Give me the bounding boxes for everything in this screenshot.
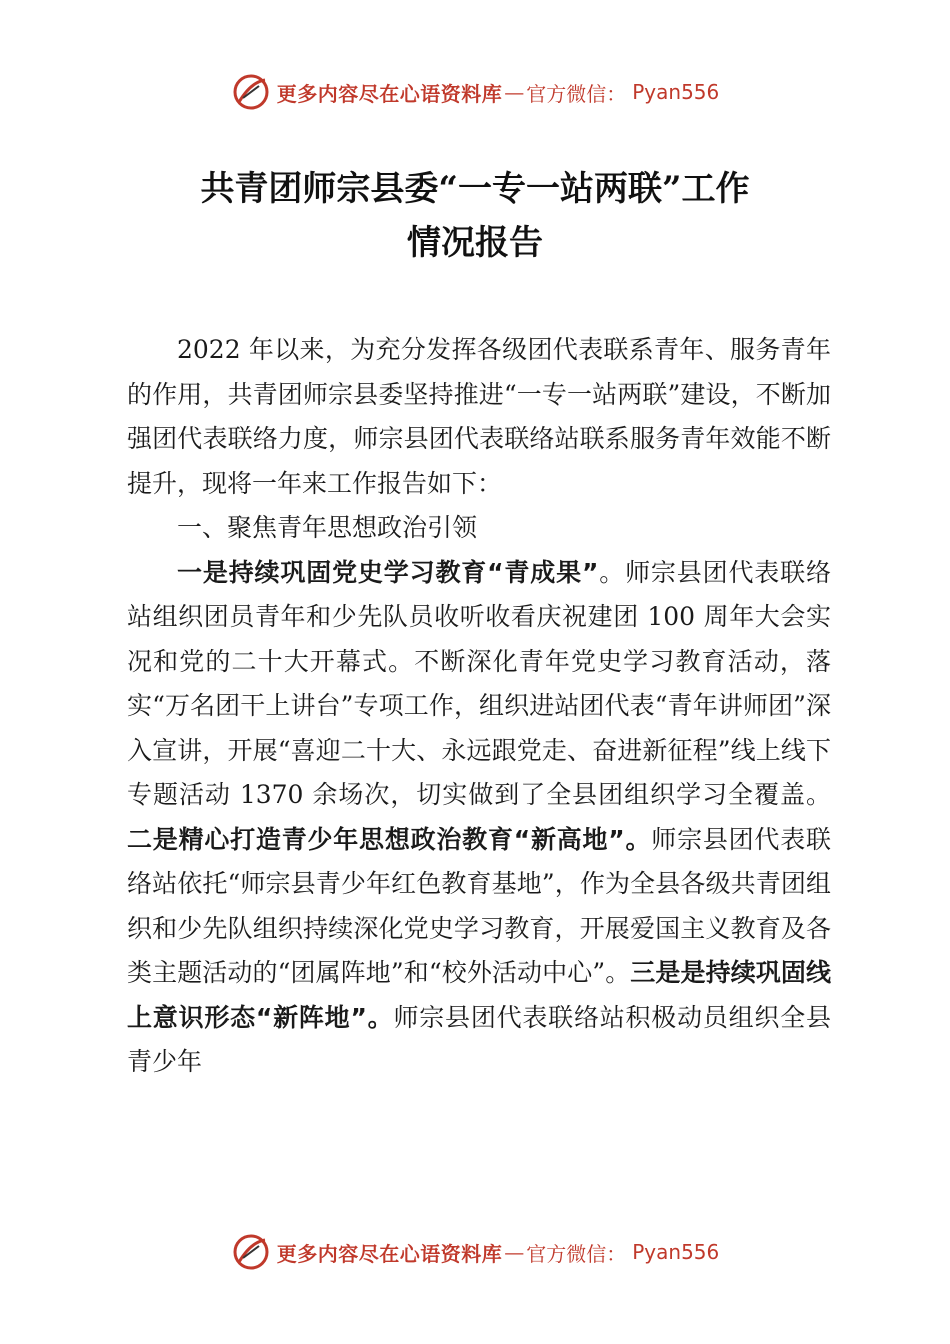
brush-logo-icon [231,1232,271,1272]
watermark-wechat-label: 官方微信： [526,1241,627,1266]
watermark-banner-bottom [0,1230,950,1274]
point-3-text: 师宗县团代表联络站积极动员组织全县青少年 [127,1002,831,1076]
watermark-text: 更多内容尽在心语资料库 [276,1241,503,1266]
section-1-paragraph [127,551,831,1085]
intro-paragraph: 2022 年以来，为充分发挥各级团代表联系青年、服务青年的作用，共青团师宗县委坚持推进“一专一站两联”建设，不断加强团代表联络力度，师宗县团代表联络站联系服务青年效能不断提升，现将一年来工作报告如下： [127,335,831,498]
point-2-lead: 二是精心打造青少年思想政治教育“新高地”。 [127,824,652,854]
title-line-2: 情况报告 [407,223,543,263]
section-heading-1: 一、聚焦青年思想政治引领 [177,513,478,542]
point-2-text: 师宗县团代表联络站依托“师宗县青少年红色教育基地”，作为全县各级共青团组织和少先队组织持续深化党史学习教育，开展爱国主义教育及各类主题活动的“团属阵地”和“校外活动中心”。 [127,824,831,987]
watermark-text: 更多内容尽在心语资料库 [276,81,503,106]
point-3-lead: 三是是持续巩固线上意识形态“新阵地”。 [127,958,831,1032]
watermark-account: Pyan556 [632,80,720,104]
brush-logo-icon [231,72,271,112]
document-body [127,328,831,1085]
watermark-separator: — [504,1240,525,1264]
watermark-banner-top [0,70,950,114]
watermark-wechat-label: 官方微信： [526,81,627,106]
watermark-separator: — [504,80,525,104]
watermark-account: Pyan556 [632,1240,720,1264]
point-1-text: 。师宗县团代表联络站组织团员青年和少先队员收听收看庆祝建团 100 周年大会实况和党的二十大开幕式。不断深化青年党史学习教育活动，落实“万名团干上讲台”专项工作，组织进站团代表“青年讲师团”深入宣讲，开展“喜迎二十大、永远跟党走、奋进新征程”线上线下专题活动 1370 余场次，切实做到了全县团组织学习全覆盖。 [127,557,831,809]
document-title [0,162,950,270]
point-1-lead: 一是持续巩固党史学习教育“青成果” [177,557,599,587]
title-line-1: 共青团师宗县委“一专一站两联”工作 [200,169,750,209]
